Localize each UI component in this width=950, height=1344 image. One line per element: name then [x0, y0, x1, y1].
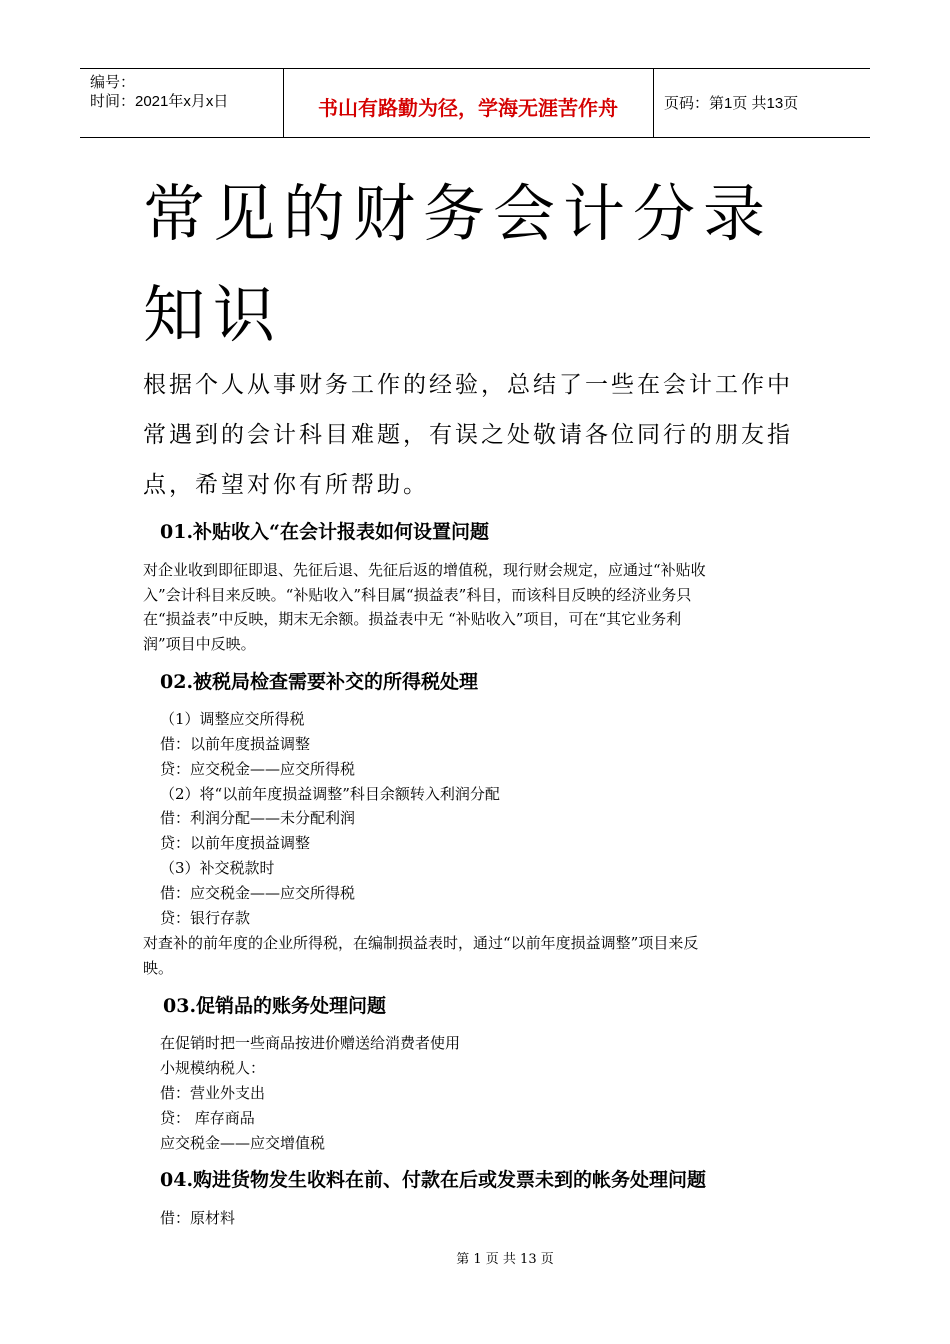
- entry-line: （3）补交税款时: [160, 859, 275, 877]
- paragraph-line: 润”项目中反映。: [143, 635, 256, 653]
- intro-line-1: 根据个人从事财务工作的经验，总结了一些在会计工作中: [143, 372, 793, 398]
- motto: 书山有路勤为径，学海无涯苦作舟: [318, 96, 618, 120]
- entry-line: （2）将“以前年度损益调整”科目余额转入利润分配: [160, 785, 500, 803]
- section-heading-04: 04.购进货物发生收料在前、付款在后或发票未到的帐务处理问题: [160, 1169, 707, 1191]
- page-header: [80, 68, 870, 138]
- entry-line: 贷：应交税金——应交所得税: [160, 760, 356, 778]
- page-title-line-1: 常见的财务会计分录: [143, 177, 774, 250]
- section-heading-03: 03.促销品的账务处理问题: [163, 995, 387, 1017]
- entry-line: 借：应交税金——应交所得税: [160, 884, 356, 902]
- paragraph-line: 入”会计科目来反映。“补贴收入”科目属“损益表”科目，而该科目反映的经济业务只: [143, 586, 692, 604]
- entry-line: 借：营业外支出: [160, 1084, 266, 1102]
- entry-line: 小规模纳税人：: [160, 1059, 266, 1077]
- time-label: 时间：2021年x月x日: [90, 93, 229, 110]
- entry-line: 借：原材料: [160, 1209, 236, 1227]
- paragraph-line: 对查补的前年度的企业所得税，在编制损益表时，通过“以前年度损益调整”项目来反: [143, 934, 699, 952]
- entry-line: 借：利润分配——未分配利润: [160, 809, 356, 827]
- intro-line-2: 常遇到的会计科目难题，有误之处敬请各位同行的朋友指: [143, 422, 793, 448]
- header-page-cell: [654, 69, 870, 137]
- entry-line: 贷： 库存商品: [160, 1109, 255, 1127]
- entry-line: 在促销时把一些商品按进价赠送给消费者使用: [160, 1034, 461, 1052]
- header-motto-cell: [283, 69, 654, 137]
- entry-line: （1）调整应交所得税: [160, 710, 305, 728]
- header-left-cell: [80, 69, 284, 137]
- page-footer: 第 1 页 共 13 页: [456, 1252, 554, 1267]
- paragraph-line: 对企业收到即征即退、先征后退、先征后返的增值税，现行财会规定，应通过“补贴收: [143, 561, 706, 579]
- entry-line: 贷：银行存款: [160, 909, 251, 927]
- page-title-line-2: 知识: [143, 278, 284, 351]
- section-heading-01: 01.补贴收入“在会计报表如何设置问题: [160, 521, 489, 543]
- entry-line: 贷：以前年度损益调整: [160, 834, 311, 852]
- page-info: 页码：第1页 共13页: [664, 95, 799, 112]
- paragraph-line: 映。: [143, 959, 174, 977]
- entry-line: 应交税金——应交增值税: [160, 1134, 326, 1152]
- intro-line-3: 点，希望对你有所帮助。: [143, 472, 429, 498]
- paragraph-line: 在“损益表”中反映，期末无余额。损益表中无 “补贴收入”项目，可在“其它业务利: [143, 610, 682, 628]
- code-label: 编号：: [90, 74, 136, 91]
- entry-line: 借：以前年度损益调整: [160, 735, 311, 753]
- section-heading-02: 02.被税局检查需要补交的所得税处理: [160, 671, 479, 693]
